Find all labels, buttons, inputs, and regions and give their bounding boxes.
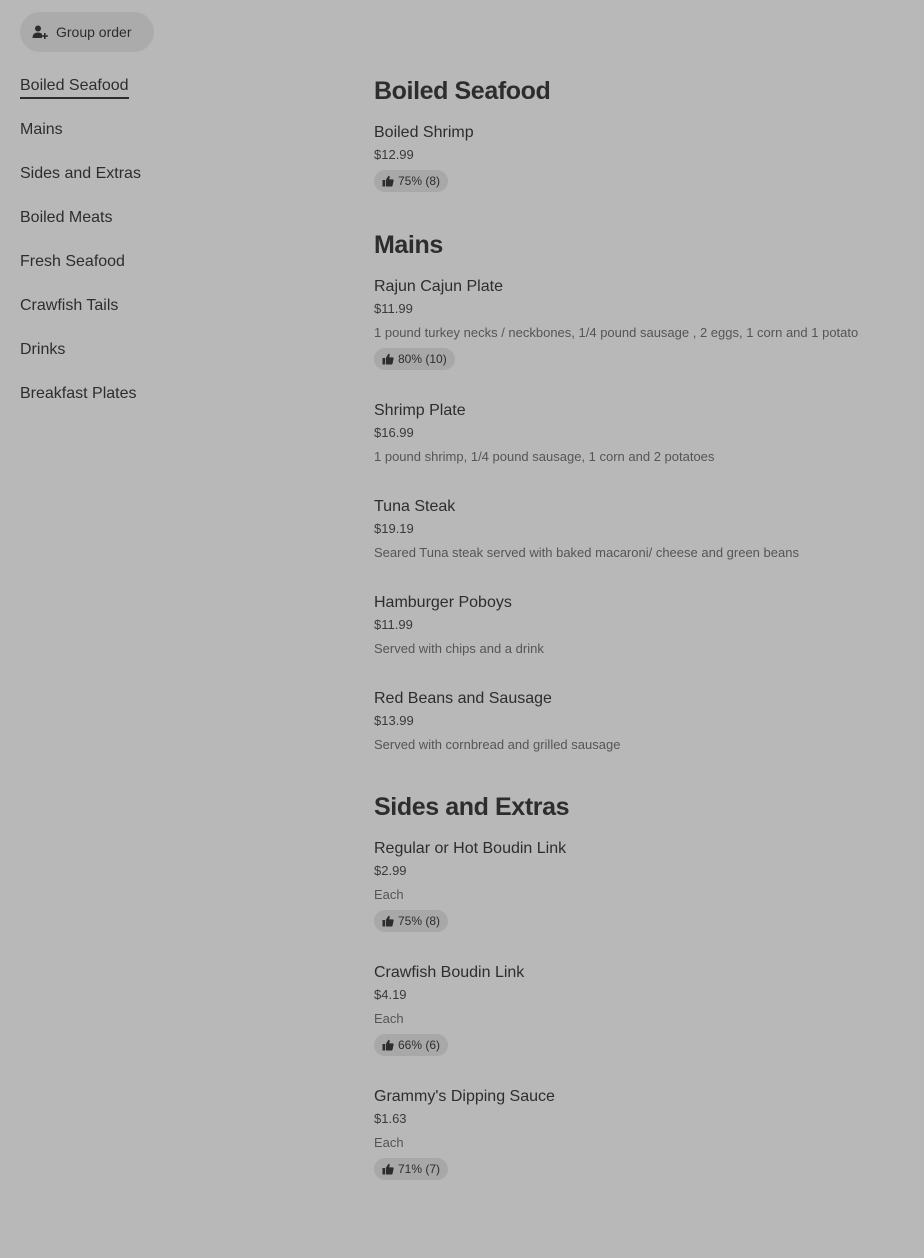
rating-badge — [374, 1158, 448, 1180]
group-order-label: Group order — [56, 24, 132, 40]
rating-badge — [374, 348, 455, 370]
menu-section-sides-and-extras — [374, 790, 914, 1180]
sidebar-item-label: Drinks — [20, 341, 66, 358]
sidebar-item-label: Breakfast Plates — [20, 385, 137, 402]
menu-item[interactable] — [374, 592, 914, 658]
item-price: $12.99 — [374, 147, 414, 162]
sidebar-item-label: Fresh Seafood — [20, 253, 125, 270]
sidebar-item-label: Boiled Meats — [20, 209, 113, 226]
item-price: $11.99 — [374, 301, 413, 316]
rating-text: 66% (6) — [398, 1038, 441, 1052]
rating-badge — [374, 170, 448, 192]
group-order-button[interactable] — [20, 12, 154, 52]
thumbs-up-icon — [382, 915, 394, 927]
item-name: Crawfish Boudin Link — [374, 964, 525, 981]
thumbs-up-icon — [382, 1039, 394, 1051]
rating-text: 71% (7) — [398, 1162, 441, 1176]
sidebar-item-boiled-seafood[interactable] — [20, 74, 320, 118]
category-sidebar — [20, 74, 320, 426]
item-description: Seared Tuna steak served with baked macaroni/ cheese and green beans — [374, 545, 799, 560]
rating-text: 75% (8) — [398, 174, 441, 188]
item-price: $11.99 — [374, 617, 413, 632]
sidebar-item-label: Crawfish Tails — [20, 297, 119, 314]
item-description: Each — [374, 1135, 404, 1150]
item-price: $16.99 — [374, 425, 414, 440]
menu-item[interactable] — [374, 838, 914, 932]
item-price: $2.99 — [374, 863, 407, 878]
thumbs-up-icon — [382, 1163, 394, 1175]
item-name: Red Beans and Sausage — [374, 690, 552, 707]
item-description: 1 pound shrimp, 1/4 pound sausage, 1 corn and 2 potatoes — [374, 449, 715, 464]
menu-item[interactable] — [374, 962, 914, 1056]
section-title: Sides and Extras — [374, 793, 570, 821]
item-price: $13.99 — [374, 713, 414, 728]
rating-text: 80% (10) — [398, 352, 447, 366]
item-name: Regular or Hot Boudin Link — [374, 840, 567, 857]
menu-section-mains — [374, 228, 914, 754]
sidebar-item-boiled-meats[interactable] — [20, 206, 320, 250]
sidebar-item-label: Boiled Seafood — [20, 75, 129, 99]
item-description: 1 pound turkey necks / neckbones, 1/4 pound sausage , 2 eggs, 1 corn and 1 potato — [374, 325, 859, 340]
menu-section-boiled-seafood — [374, 74, 914, 192]
rating-badge — [374, 910, 448, 932]
item-name: Grammy's Dipping Sauce — [374, 1088, 555, 1105]
sidebar-item-drinks[interactable] — [20, 338, 320, 382]
item-name: Shrimp Plate — [374, 402, 466, 419]
menu-item[interactable] — [374, 400, 914, 466]
thumbs-up-icon — [382, 353, 394, 365]
add-person-icon — [32, 24, 48, 40]
section-title: Boiled Seafood — [374, 77, 551, 105]
item-description: Each — [374, 1011, 404, 1026]
item-description: Served with chips and a drink — [374, 641, 544, 656]
sidebar-item-sides-and-extras[interactable] — [20, 162, 320, 206]
item-name: Hamburger Poboys — [374, 594, 512, 611]
menu-item[interactable] — [374, 276, 914, 370]
rating-text: 75% (8) — [398, 914, 441, 928]
menu-item[interactable] — [374, 1086, 914, 1180]
sidebar-item-fresh-seafood[interactable] — [20, 250, 320, 294]
item-description: Each — [374, 887, 404, 902]
sidebar-item-label: Mains — [20, 121, 63, 138]
section-title: Mains — [374, 231, 443, 259]
thumbs-up-icon — [382, 175, 394, 187]
menu-item[interactable] — [374, 122, 914, 192]
item-price: $1.63 — [374, 1111, 407, 1126]
menu-content — [374, 74, 914, 1216]
sidebar-item-breakfast-plates[interactable] — [20, 382, 320, 426]
item-description: Served with cornbread and grilled sausage — [374, 737, 621, 752]
item-name: Rajun Cajun Plate — [374, 278, 503, 295]
rating-badge — [374, 1034, 448, 1056]
item-name: Boiled Shrimp — [374, 124, 474, 141]
item-price: $19.19 — [374, 521, 414, 536]
menu-item[interactable] — [374, 688, 914, 754]
item-price: $4.19 — [374, 987, 407, 1002]
item-name: Tuna Steak — [374, 498, 456, 515]
sidebar-item-crawfish-tails[interactable] — [20, 294, 320, 338]
sidebar-item-label: Sides and Extras — [20, 165, 141, 182]
menu-item[interactable] — [374, 496, 914, 562]
sidebar-item-mains[interactable] — [20, 118, 320, 162]
